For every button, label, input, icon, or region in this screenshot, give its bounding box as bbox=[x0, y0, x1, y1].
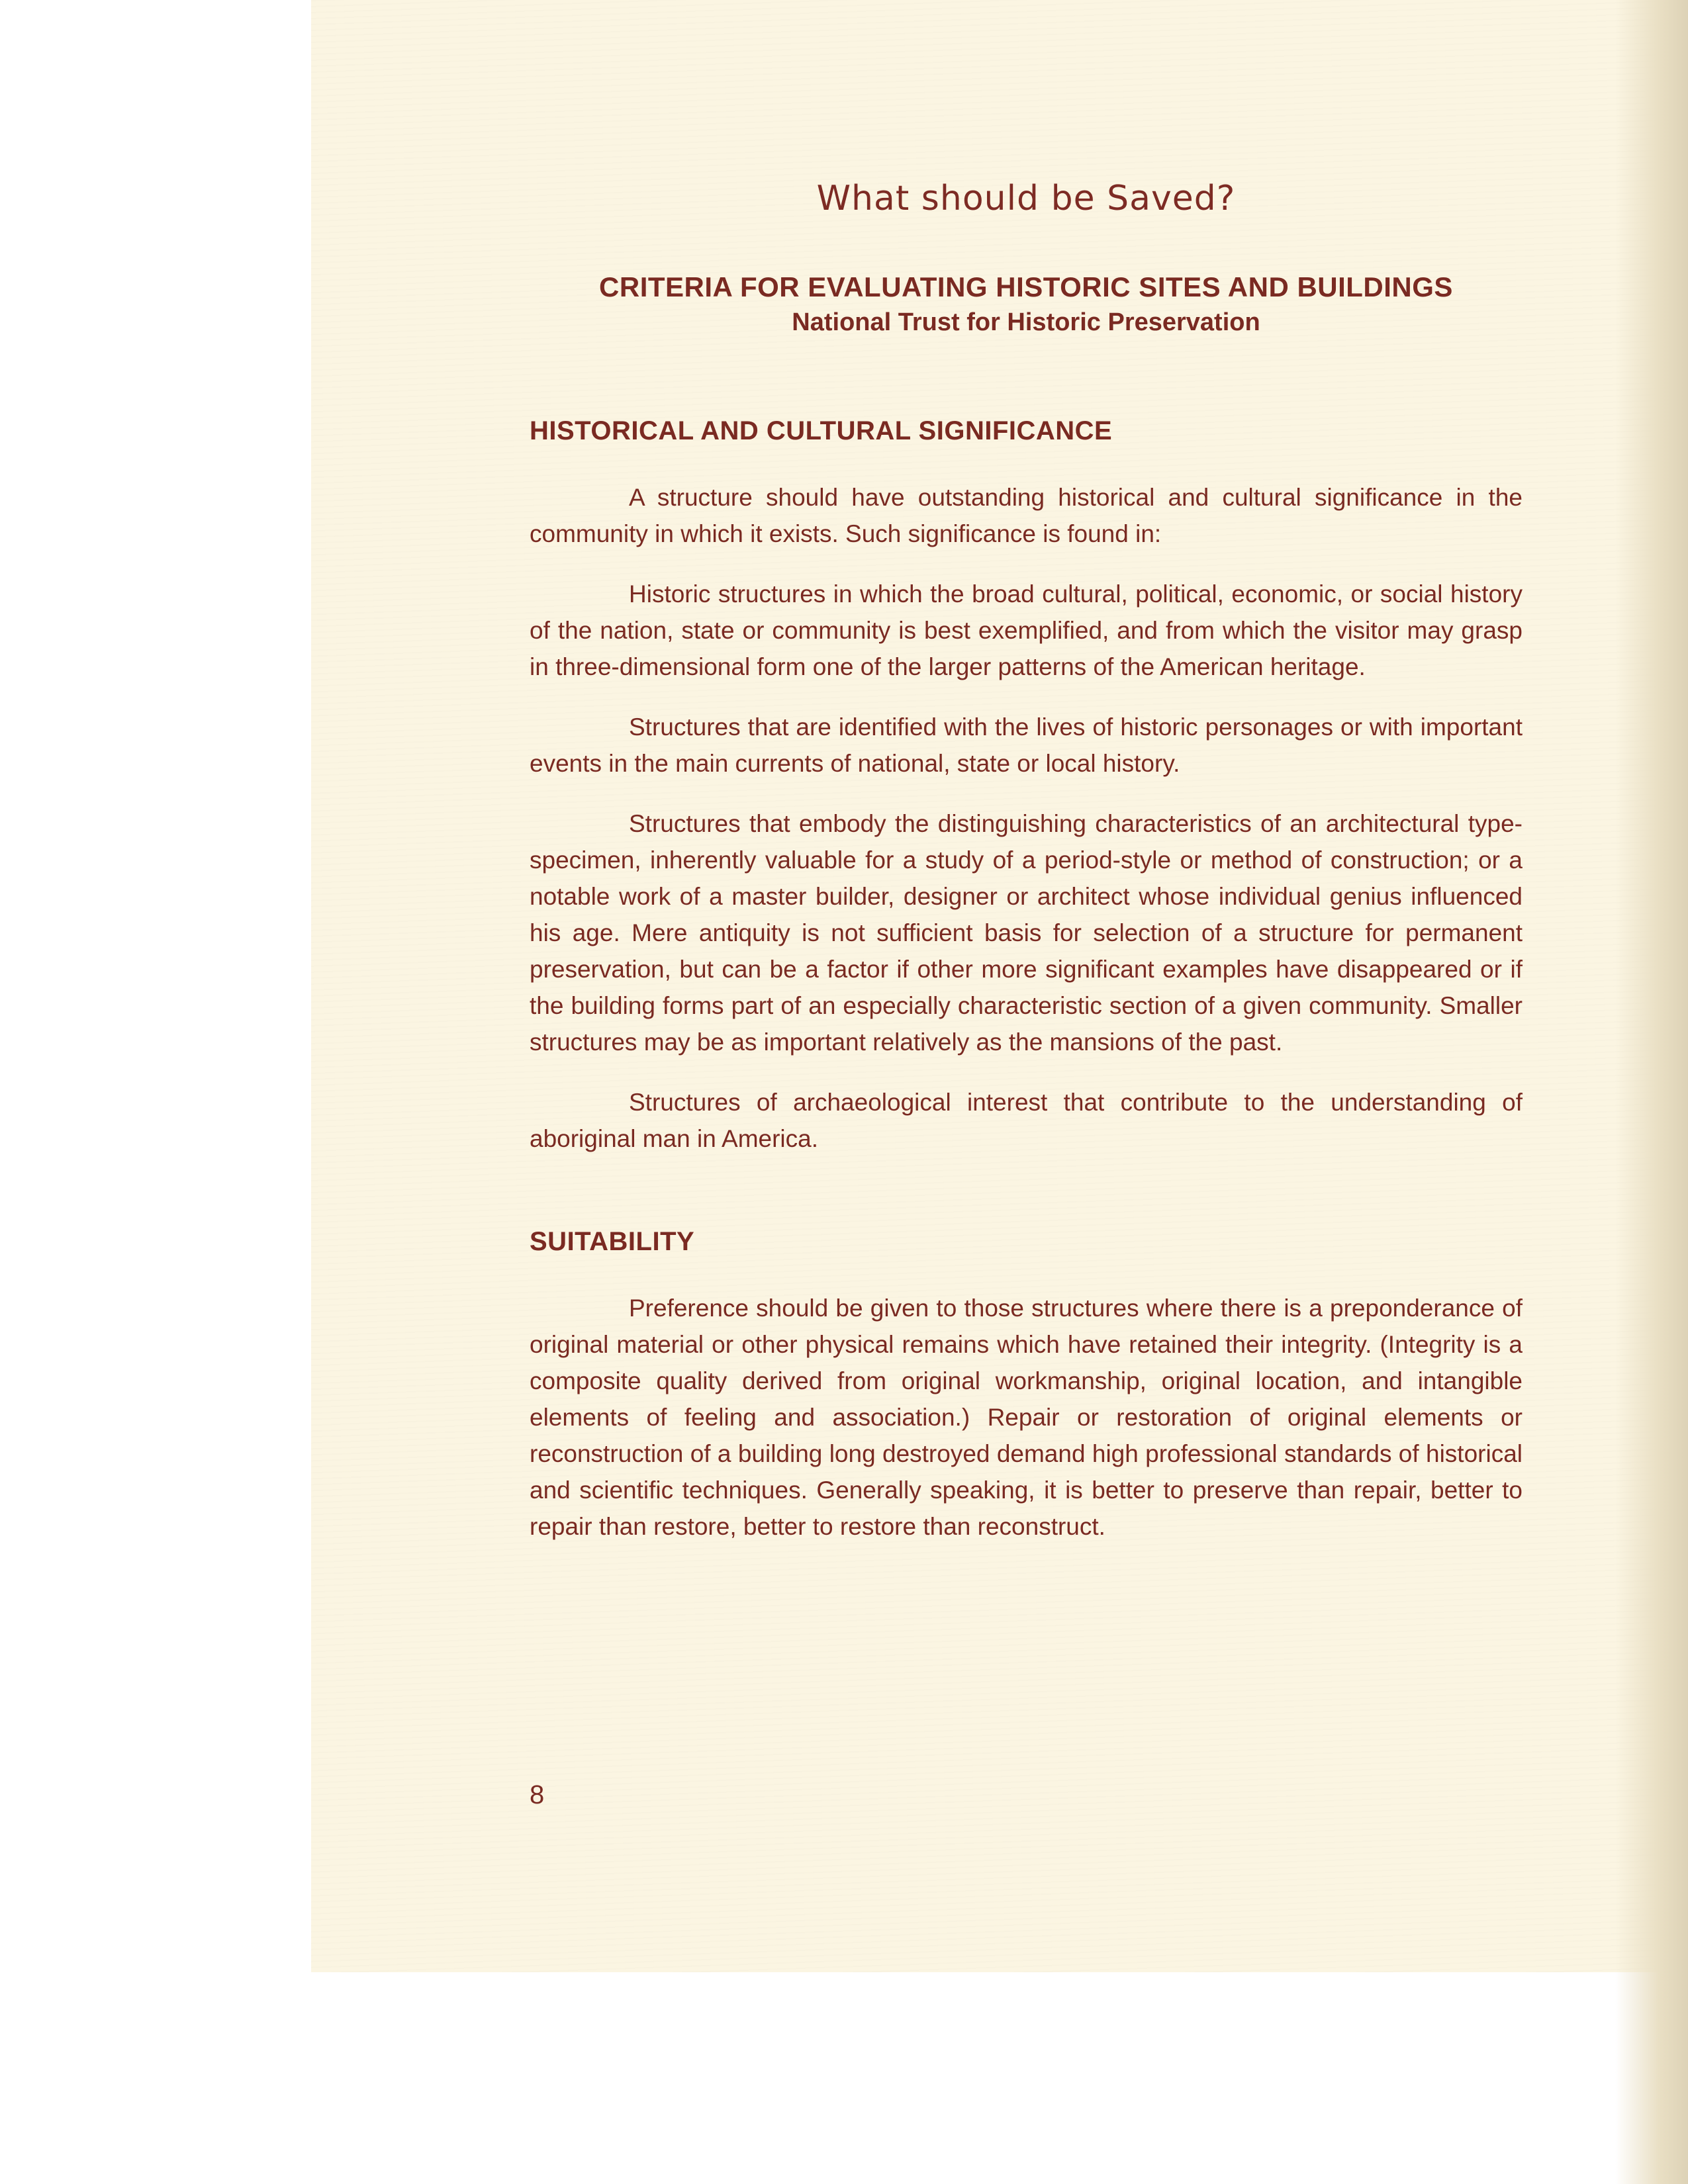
section-heading: HISTORICAL AND CULTURAL SIGNIFICANCE bbox=[530, 416, 1113, 445]
paragraph: Historic structures in which the broad cultural, political, economic, or social history of the nation, state or community is best exemplified, and from which the visitor may grasp in three-dimensional form one of the larger patterns of the American heritage. bbox=[530, 580, 1523, 680]
section-suitability bbox=[530, 1227, 1523, 1545]
criteria-subheading: National Trust for Historic Preservation bbox=[792, 308, 1260, 336]
paragraph: Structures of archaeological interest that contribute to the understanding of aboriginal man in America. bbox=[530, 1089, 1523, 1152]
paragraph: A structure should have outstanding historical and cultural significance in the community in which it exists. Such significance is found in: bbox=[530, 484, 1523, 547]
section-heading: SUITABILITY bbox=[530, 1227, 695, 1256]
paragraph: Preference should be given to those structures where there is a preponderance of original material or other physical remains which have retained their integrity. (Integrity is a composite quality derived from original workmanship, original location, and intangible elements of feeling and association.) Repair or restoration of original elements or reconstruction of a building long destroyed demand high professional standards of historical and scientific techniques. Generally speaking, it is better to preserve than repair, better to repair than restore, better to restore than reconstruct. bbox=[530, 1295, 1523, 1540]
scan-margin bbox=[0, 0, 311, 2184]
criteria-heading: CRITERIA FOR EVALUATING HISTORIC SITES AND BUILDINGS bbox=[599, 271, 1453, 302]
section-historical-significance bbox=[530, 416, 1523, 1157]
scan-bottom-margin bbox=[311, 1972, 1615, 2184]
paragraph: Structures that are identified with the lives of historic personages or with important events in the main currents of national, state or local history. bbox=[530, 713, 1523, 777]
paragraph: Structures that embody the distinguishing characteristics of an architectural type-specimen, inherently valuable for a study of a period-style or method of construction; or a notable work of a master builder, designer or architect whose individual genius influenced his age. Mere antiquity is not sufficient basis for selection of a structure for permanent preservation, but can be a factor if other more significant examples have disappeared or if the building forms part of an especially characteristic section of a given community. Smaller structures may be as important relatively as the mansions of the past. bbox=[530, 810, 1523, 1056]
section-gap bbox=[530, 1181, 1523, 1227]
page-edge-shadow bbox=[1615, 0, 1688, 2184]
page-title: What should be Saved? bbox=[816, 179, 1236, 218]
page-number: 8 bbox=[530, 1780, 545, 1809]
page-content bbox=[530, 159, 1523, 1569]
